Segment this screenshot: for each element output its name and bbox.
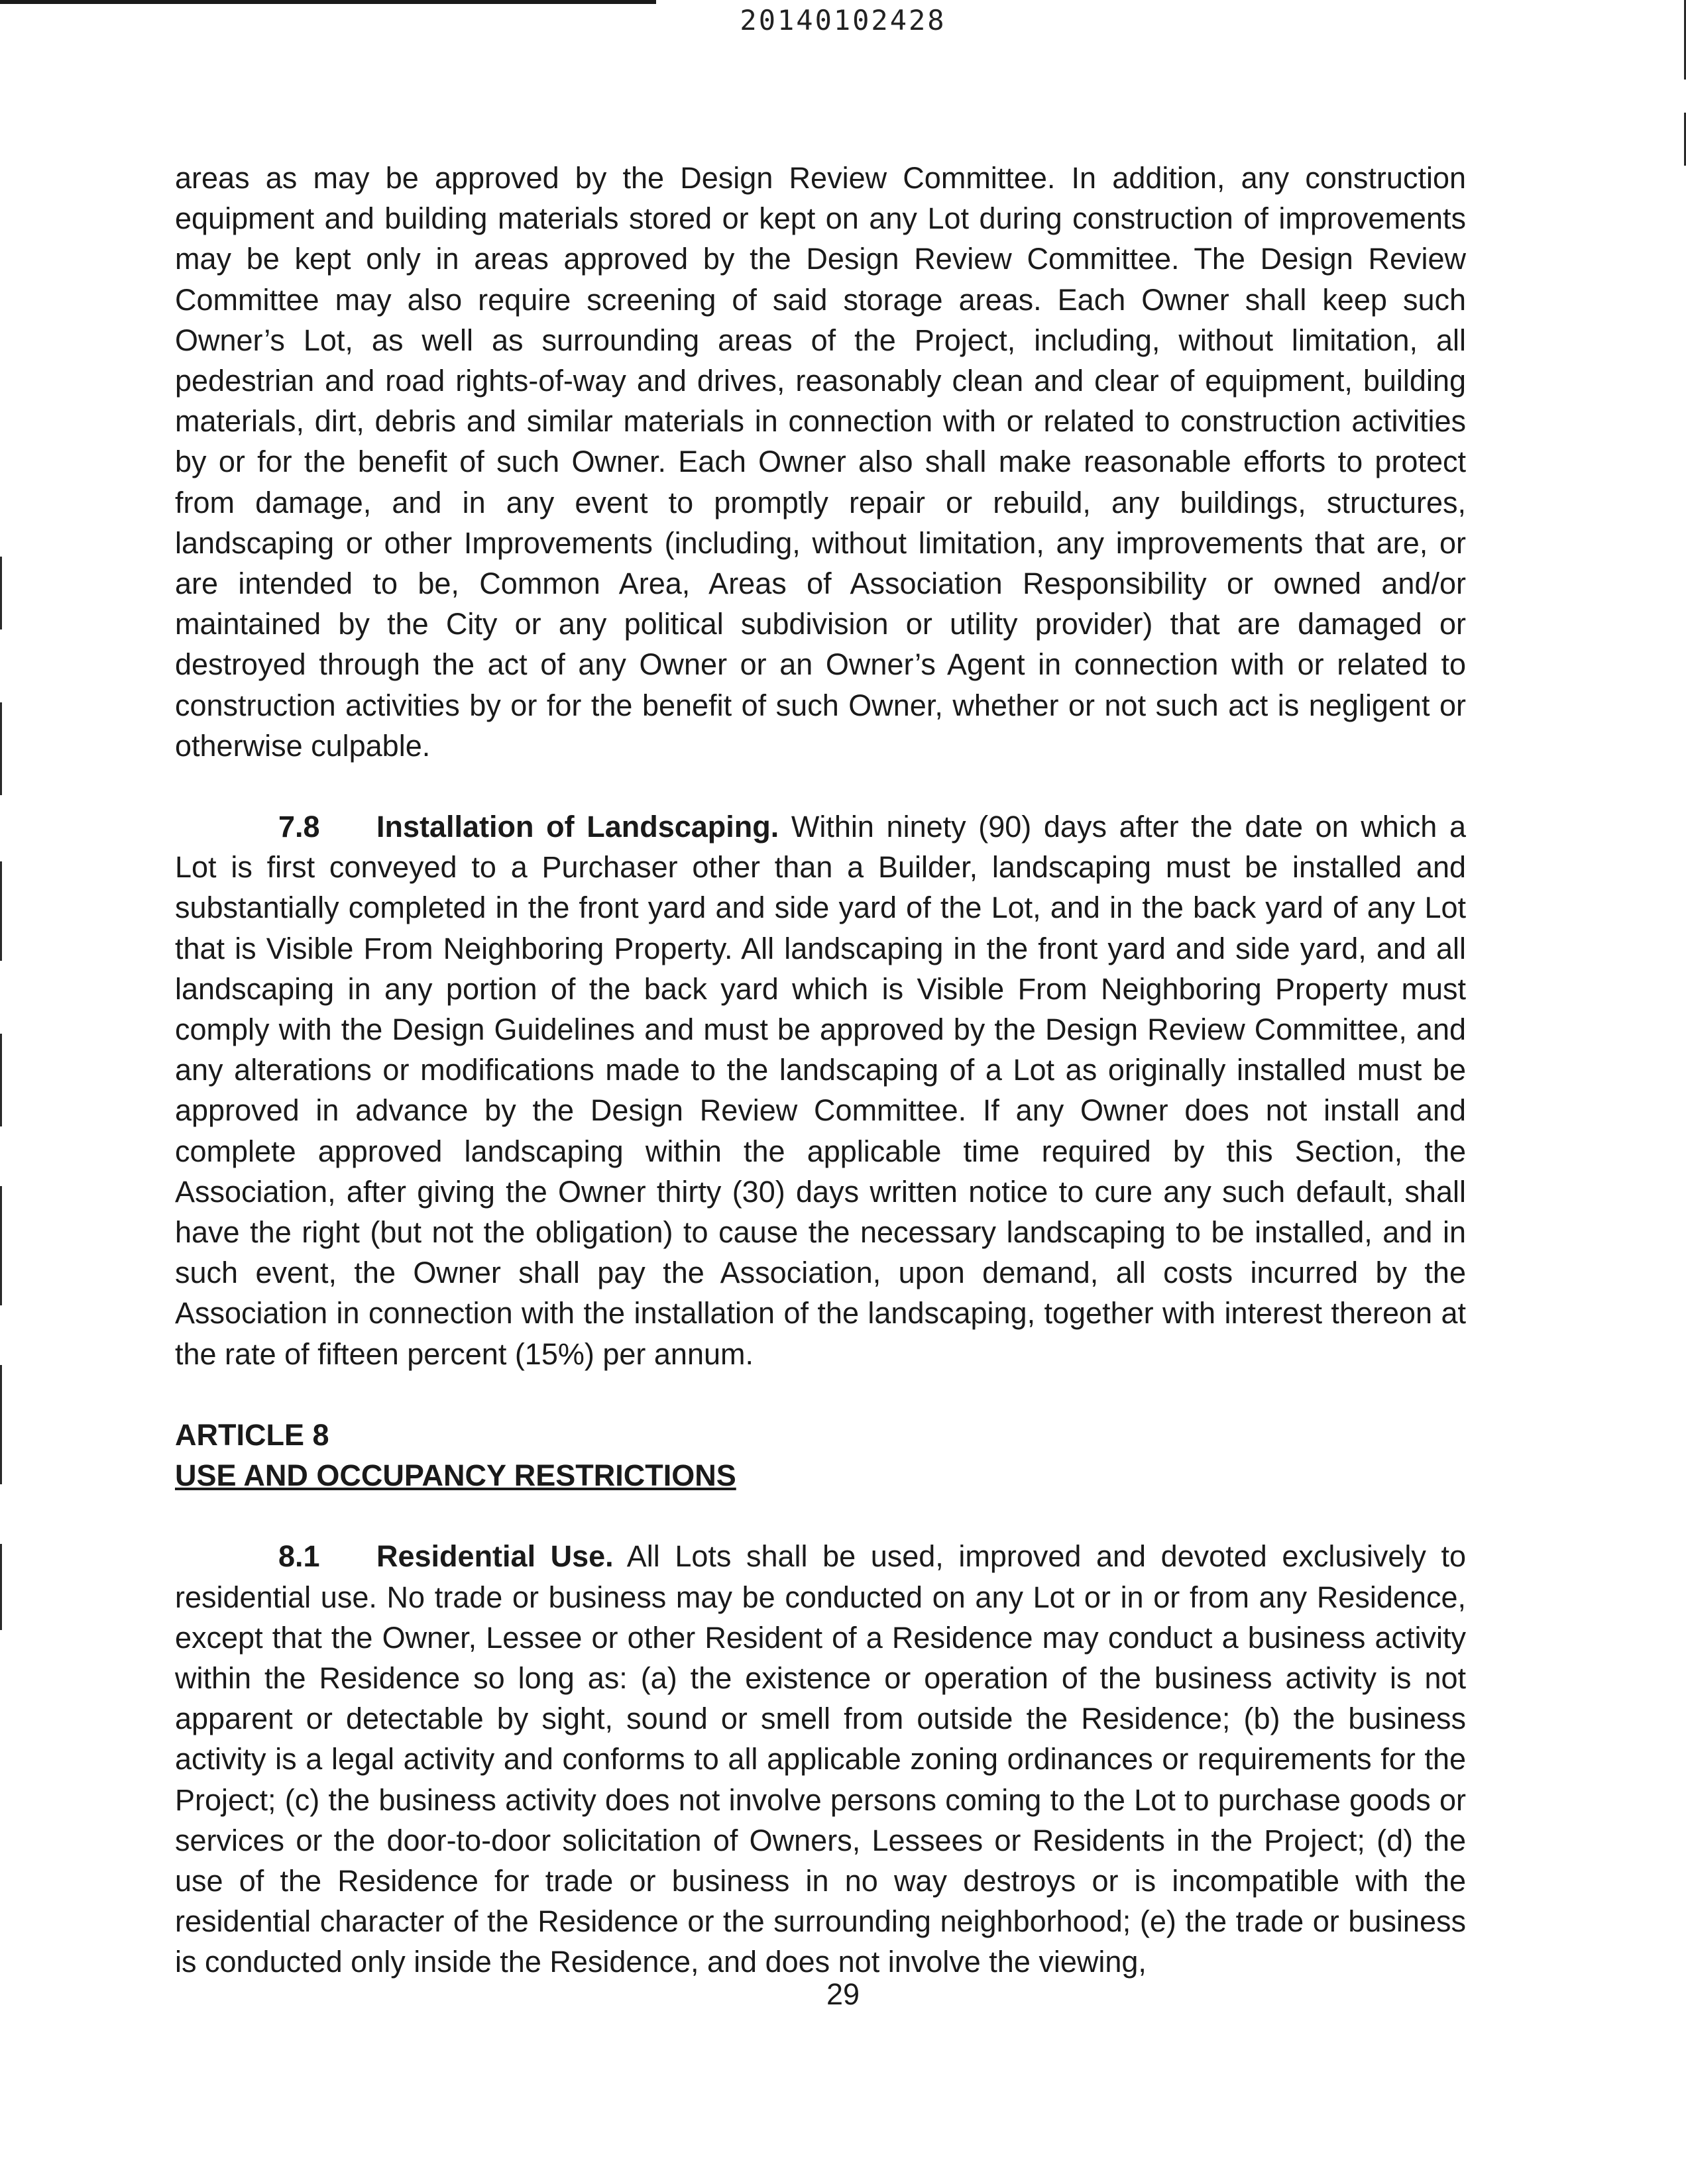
scan-edge-mark [0, 1034, 2, 1126]
section-text: All Lots shall be used, improved and devoted exclusively to residential use. No trade or business may be conducted on any Lot or in or from any Residence, except that the Owner, Lessee or other Resident of a Residence may conduct a business activity within the Residence so long as: (a) the existence or operation of the business activity is not apparent or detectable by sight, sound or smell from outside the Residence; (b) the business activity is a legal activity and conforms to all applicable zoning ordinances or requirements for the Project; (c) the business activity does not involve persons coming to the Lot to purchase goods or services or the door-to-door solicitation of Owners, Lessees or Residents in the Project; (d) the use of the Residence for trade or business in no way destroys or is incompatible with the residential character of the Residence or the surrounding neighborhood; (e) the trade or business is conducted only inside the Residence, and does not involve the viewing, [175, 1539, 1466, 1979]
document-body [175, 158, 1466, 1983]
page-number: 29 [826, 1977, 860, 2011]
section-title: Installation of Landscaping. [376, 810, 779, 844]
section-8-1 [175, 1536, 1466, 1982]
scan-edge-mark [0, 702, 2, 795]
scan-edge-mark [0, 1544, 2, 1630]
document-number: 20140102428 [740, 4, 946, 36]
scan-edge-mark [0, 1365, 2, 1484]
section-number: 8.1 [278, 1539, 320, 1574]
section-text: Within ninety (90) days after the date on which a Lot is first conveyed to a Purchaser other than a Builder, landscaping must be installed and substantially completed in the front yard and side yard of the Lot, and in the back yard of any Lot that is Visible From Neighboring Property. All landscaping in the front yard and side yard, and all landscaping in any portion of the back yard which is Visible From Neighboring Property must comply with the Design Guidelines and must be approved by the Design Review Committee, and any alterations or modifications made to the landscaping of a Lot as originally installed must be approved in advance by the Design Review Committee. If any Owner does not install and complete approved landscaping within the applicable time required by this Section, the Association, after giving the Owner thirty (30) days written notice to cure any such default, shall have the right (but not the obligation) to cause the necessary landscaping to be installed, and in such event, the Owner shall pay the Association, upon demand, all costs incurred by the Association in connection with the installation of the landscaping, together with interest thereon at the rate of fifteen percent (15%) per annum. [175, 810, 1466, 1371]
scan-edge-mark [0, 861, 2, 961]
scan-edge-mark [0, 1186, 2, 1305]
article-heading: ARTICLE 8 [175, 1417, 329, 1452]
paragraph-continuation: areas as may be approved by the Design Review Committee. In addition, any construction equipment and building materials stored or kept on any Lot during construction of improvements may be kept only in areas approved by the Design Review Committee. The Design Review Committee may also require screening of said storage areas. Each Owner shall keep such Owner’s Lot, as well as surrounding areas of the Project, including, without limitation, all pedestrian and road rights-of-way and drives, reasonably clean and clear of equipment, building materials, dirt, debris and similar materials in connection with or related to construction activities by or for the benefit of such Owner. Each Owner also shall make reasonable efforts to protect from damage, and in any event to promptly repair or rebuild, any buildings, structures, landscaping or other Improvements (including, without limitation, any improvements that are, or are intended to be, Common Area, Areas of Association Responsibility or owned and/or maintained by the City or any political subdivision or utility provider) that are damaged or destroyed through the act of any Owner or an Owner’s Agent in connection with or related to construction activities by or for the benefit of such Owner, whether or not such act is negligent or otherwise culpable. [175, 161, 1466, 763]
article-subheading: USE AND OCCUPANCY RESTRICTIONS [175, 1458, 736, 1493]
scan-edge-mark [0, 557, 2, 629]
section-title: Residential Use. [376, 1539, 614, 1574]
section-number: 7.8 [278, 810, 320, 844]
section-7-8 [175, 806, 1466, 1374]
